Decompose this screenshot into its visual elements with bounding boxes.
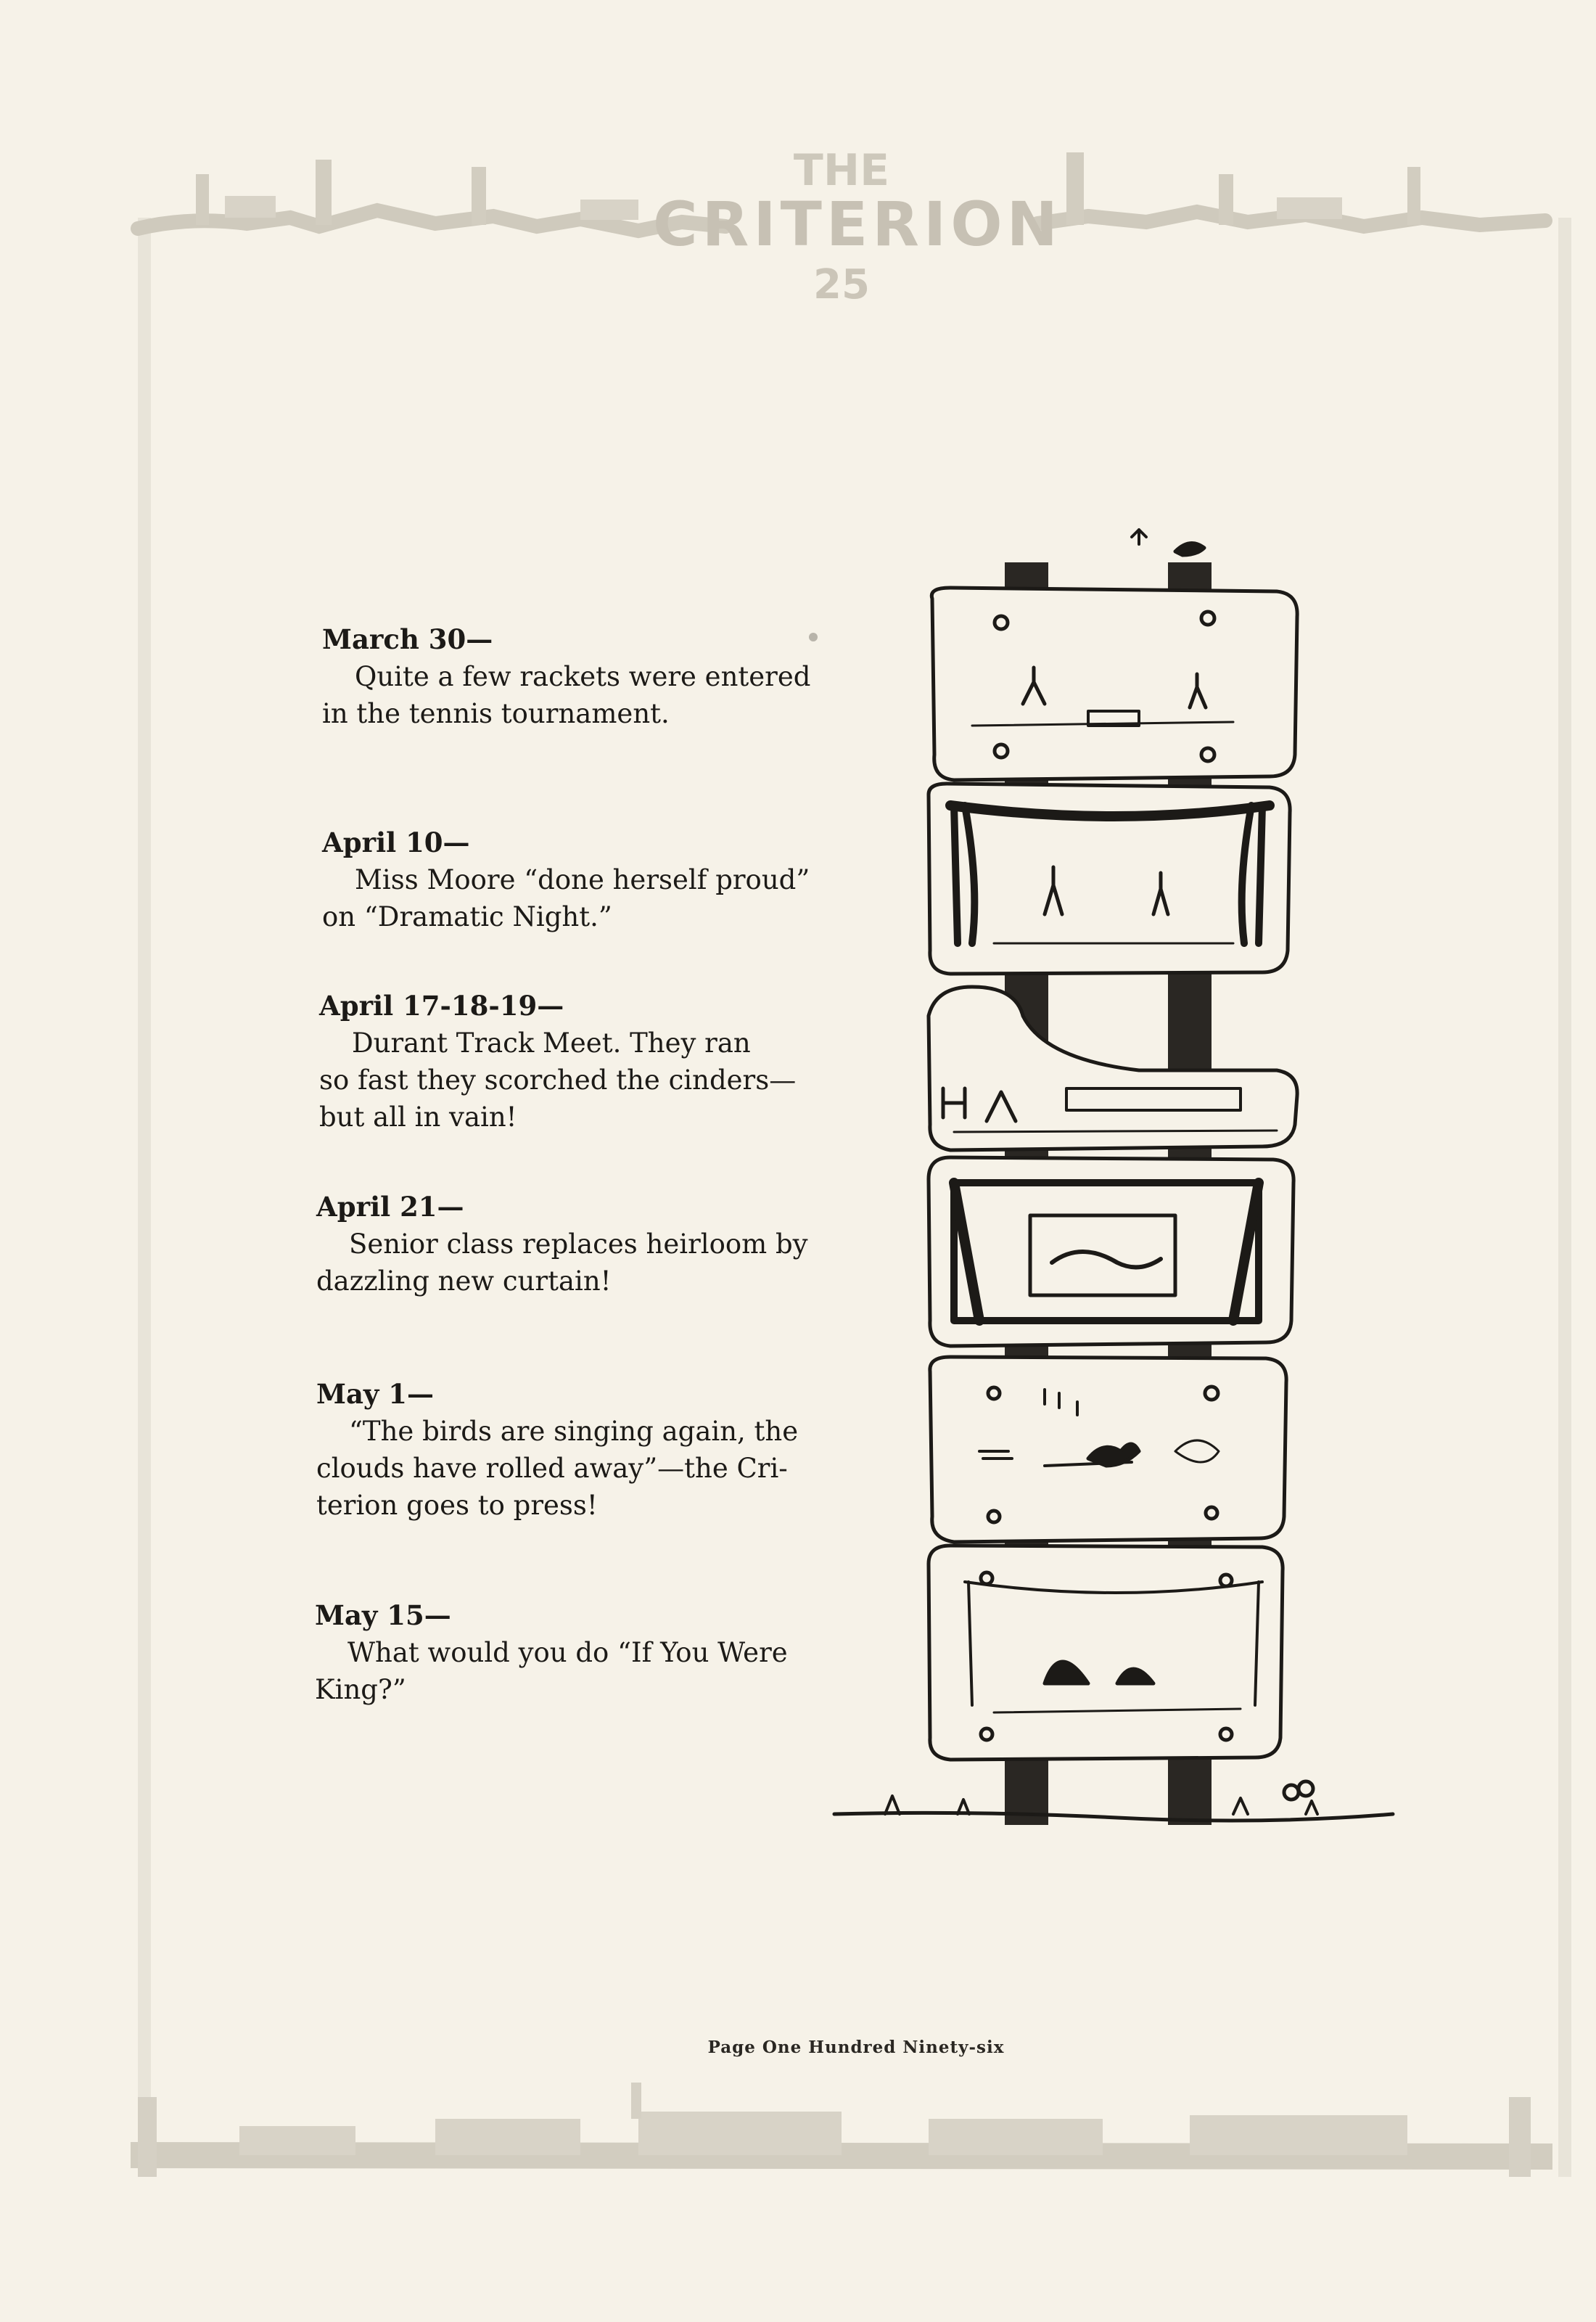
header-year-lettering: 25 [813,261,870,308]
entry-date: May 1— [316,1378,435,1410]
signpost-illustration [827,508,1407,1836]
entry-may-1 [316,1375,853,1524]
entry-date: April 17-18-19— [319,990,564,1022]
ground-line [834,1813,1393,1821]
panel-costume-play [929,1546,1283,1760]
entry-date: April 10— [322,826,470,858]
panel-track-meet [929,987,1297,1150]
footer-skyline-art [131,2075,1552,2191]
entry-text: Miss Moore “done herself proud” on “Dramatic Night.” [322,864,810,932]
entry-april-10 [322,824,859,935]
entry-text: “The birds are singing again, the clouds have rolled away”—the Cri- terion goes to press! [316,1416,799,1521]
entry-text: Quite a few rackets were entered in the tennis tournament. [322,661,811,729]
panel-stage-performance [929,784,1290,974]
entry-text: Senior class replaces heirloom by dazzling new curtain! [316,1228,808,1297]
header-the-lettering: THE [793,145,890,196]
panel-curtain [929,1157,1293,1346]
panel-tennis [931,588,1297,780]
entry-march-30 [322,620,859,732]
entry-april-21 [316,1188,853,1300]
entry-text: Durant Track Meet. They ran so fast they scorched the cinders— but all in vain! [319,1027,797,1133]
entry-date: May 15— [315,1599,451,1631]
page-number: Page One Hundred Ninety-six [707,2038,1005,2057]
entry-april-17-18-19 [319,987,856,1136]
entry-date: March 30— [322,623,493,655]
entry-may-15 [315,1596,852,1708]
bird-icon [1175,543,1204,555]
entry-date: April 21— [316,1191,464,1223]
header-title-lettering: CRITERION [653,189,1062,260]
entry-text: What would you do “If You Were King?” [315,1637,788,1705]
panel-songbird [930,1357,1286,1542]
